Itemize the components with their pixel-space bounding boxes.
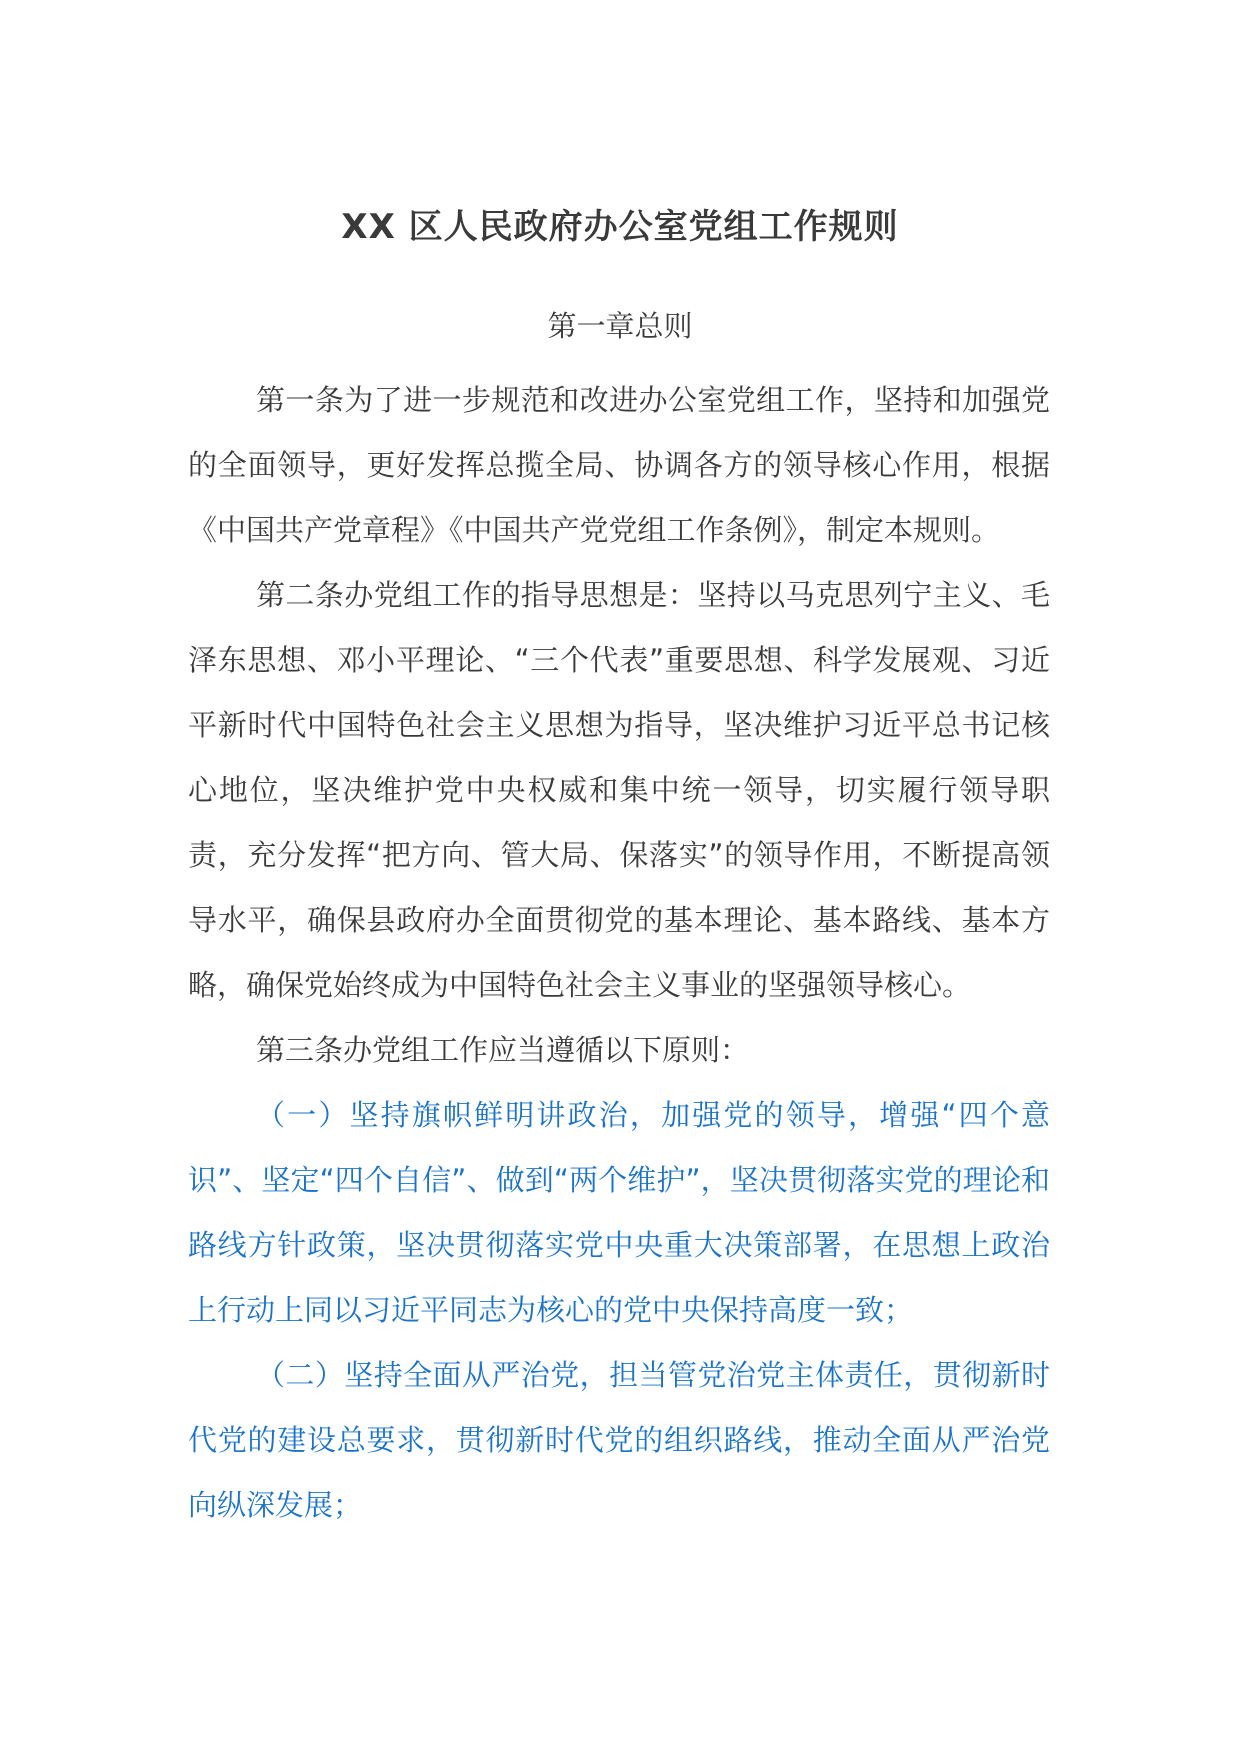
document-body bbox=[188, 368, 1050, 1538]
paragraph-article-1: 第一条为了进一步规范和改进办公室党组工作，坚持和加强党的全面领导，更好发挥总揽全局、协调各方的领导核心作用，根据《中国共产党章程》《中国共产党党组工作条例》，制定本规则。 bbox=[188, 383, 1050, 547]
document-title: XX 区人民政府办公室党组工作规则 bbox=[341, 207, 899, 247]
chapter-heading: 第一章总则 bbox=[547, 309, 693, 343]
paragraph-principle-2: （二）坚持全面从严治党，担当管党治党主体责任，贯彻新时代党的建设总要求，贯彻新时代党的组织路线，推动全面从严治党向纵深发展； bbox=[188, 1358, 1050, 1522]
paragraph-article-2: 第二条办党组工作的指导思想是：坚持以马克思列宁主义、毛泽东思想、邓小平理论、“三个代表”重要思想、科学发展观、习近平新时代中国特色社会主义思想为指导，坚决维护习近平总书记核心地位，坚决维护党中央权威和集中统一领导，切实履行领导职责，充分发挥“把方向、管大局、保落实”的领导作用，不断提高领导水平，确保县政府办全面贯彻党的基本理论、基本路线、基本方略，确保党始终成为中国特色社会主义事业的坚强领导核心。 bbox=[188, 578, 1050, 1002]
paragraph-article-3: 第三条办党组工作应当遵循以下原则： bbox=[256, 1033, 750, 1067]
paragraph-principle-1: （一）坚持旗帜鲜明讲政治，加强党的领导，增强“四个意识”、坚定“四个自信”、做到“两个维护”，坚决贯彻落实党的理论和路线方针政策，坚决贯彻落实党中央重大决策部署，在思想上政治上行动上同以习近平同志为核心的党中央保持高度一致； bbox=[188, 1098, 1050, 1327]
